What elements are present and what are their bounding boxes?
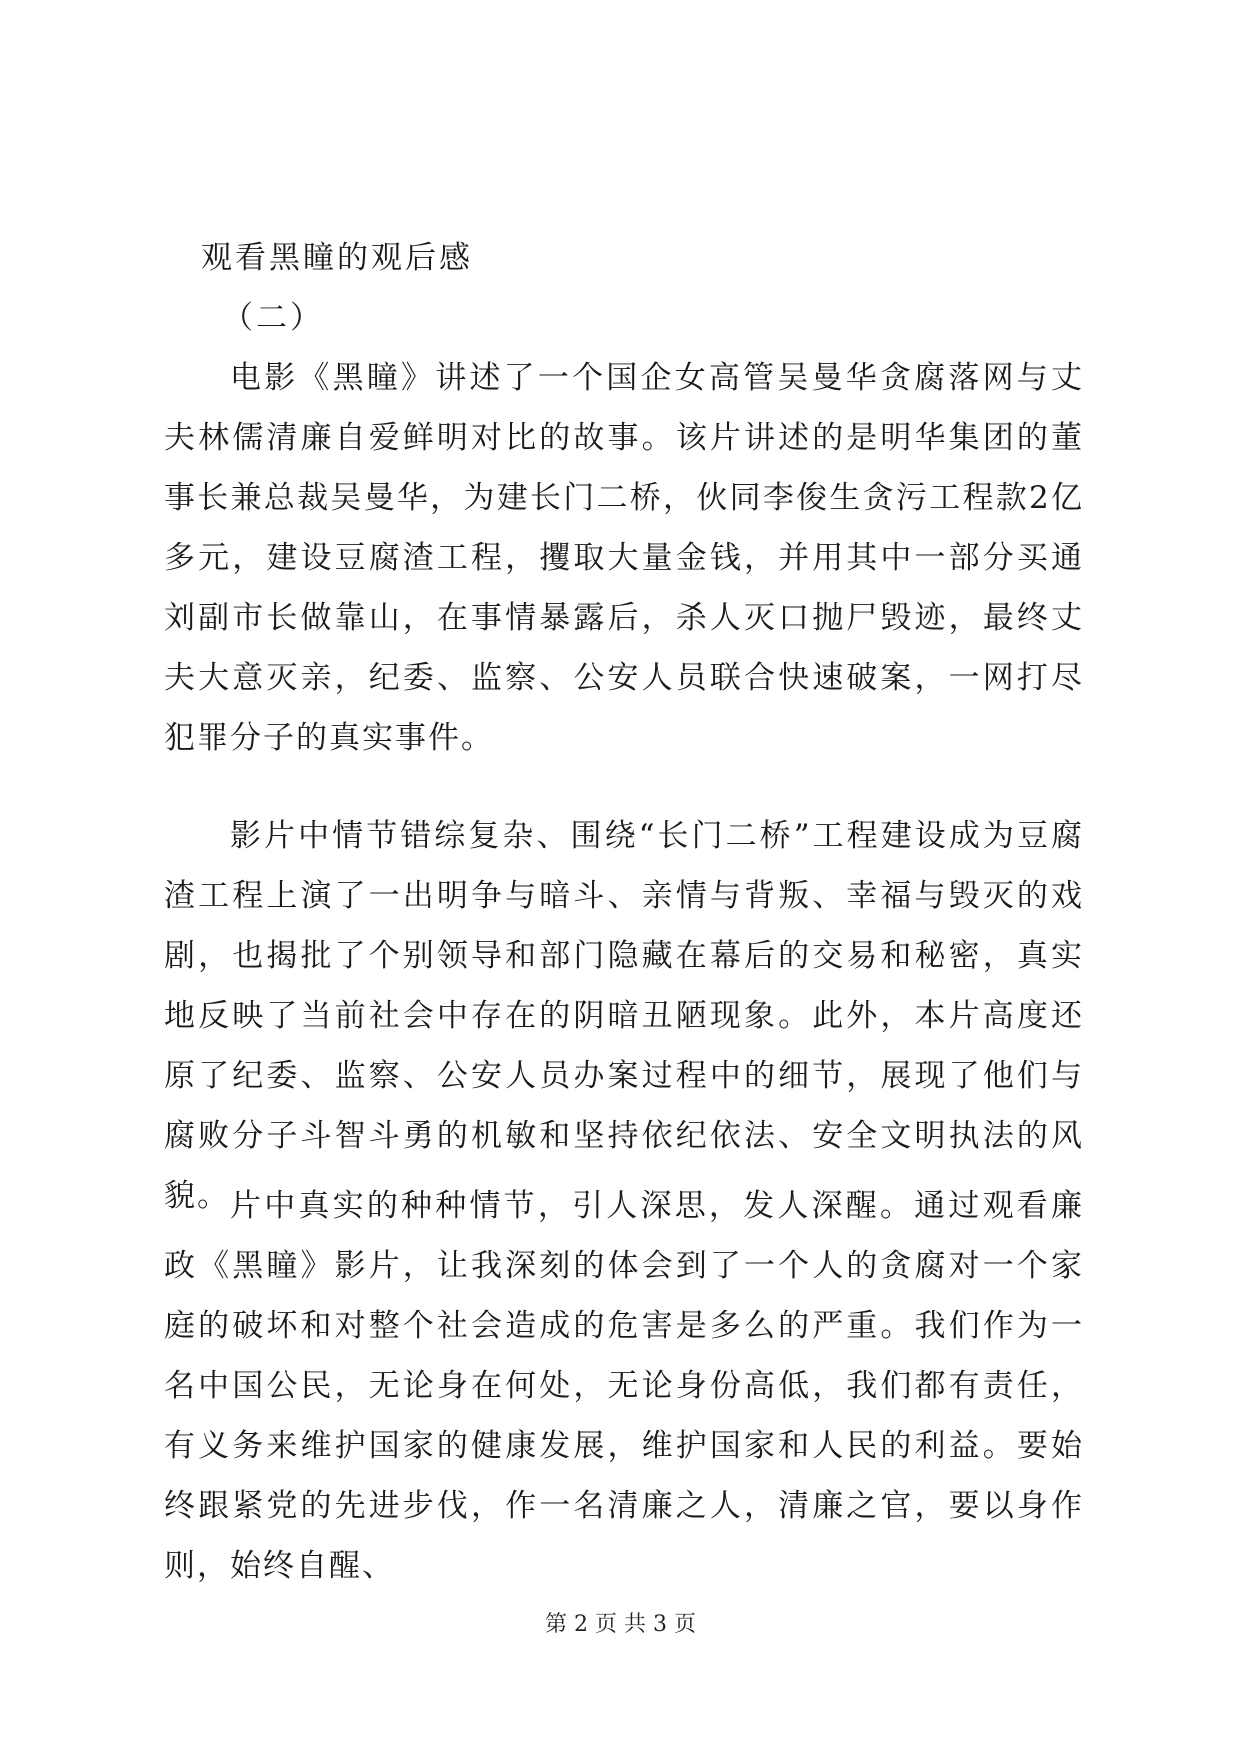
page-number-footer: 第 2 页 共 3 页 <box>545 1612 696 1637</box>
document-title: 观看黑瞳的观后感 <box>201 240 473 276</box>
document-subtitle: （二） <box>222 300 324 336</box>
paragraph-1: 电影《黑瞳》讲述了一个国企女高管吴曼华贪腐落网与丈夫林儒清廉自爱鲜明对比的故事。该片讲述的是明华集团的董事长兼总裁吴曼华，为建长门二桥，伙同李俊生贪污工程款2亿多元，建设豆腐渣工程，攫取大量金钱，并用其中一部分买通刘副市长做靠山，在事情暴露后，杀人灭口抛尸毁迹，最终丈夫大意灭亲，纪委、监察、公安人员联合快速破案，一网打尽犯罪分子的真实事件。 <box>164 360 1084 756</box>
paragraph-3: 片中真实的种种情节，引人深思，发人深醒。通过观看廉政《黑瞳》影片，让我深刻的体会到了一个人的贪腐对一个家庭的破坏和对整个社会造成的危害是多么的严重。我们作为一名中国公民，无论身在何处，无论身份高低，我们都有责任，有义务来维护国家的健康发展，维护国家和人民的利益。要始终跟紧党的先进步伐，作一名清廉之人，清廉之官，要以身作则，始终自醒、 <box>164 1188 1084 1584</box>
paragraph-2: 影片中情节错综复杂、围绕“长门二桥”工程建设成为豆腐渣工程上演了一出明争与暗斗、亲情与背叛、幸福与毁灭的戏剧，也揭批了个别领导和部门隐藏在幕后的交易和秘密，真实地反映了当前社会中存在的阴暗丑陋现象。此外，本片高度还原了纪委、监察、公安人员办案过程中的细节，展现了他们与腐败分子斗智斗勇的机敏和坚持依纪依法、安全文明执法的风貌。 <box>164 818 1084 1214</box>
